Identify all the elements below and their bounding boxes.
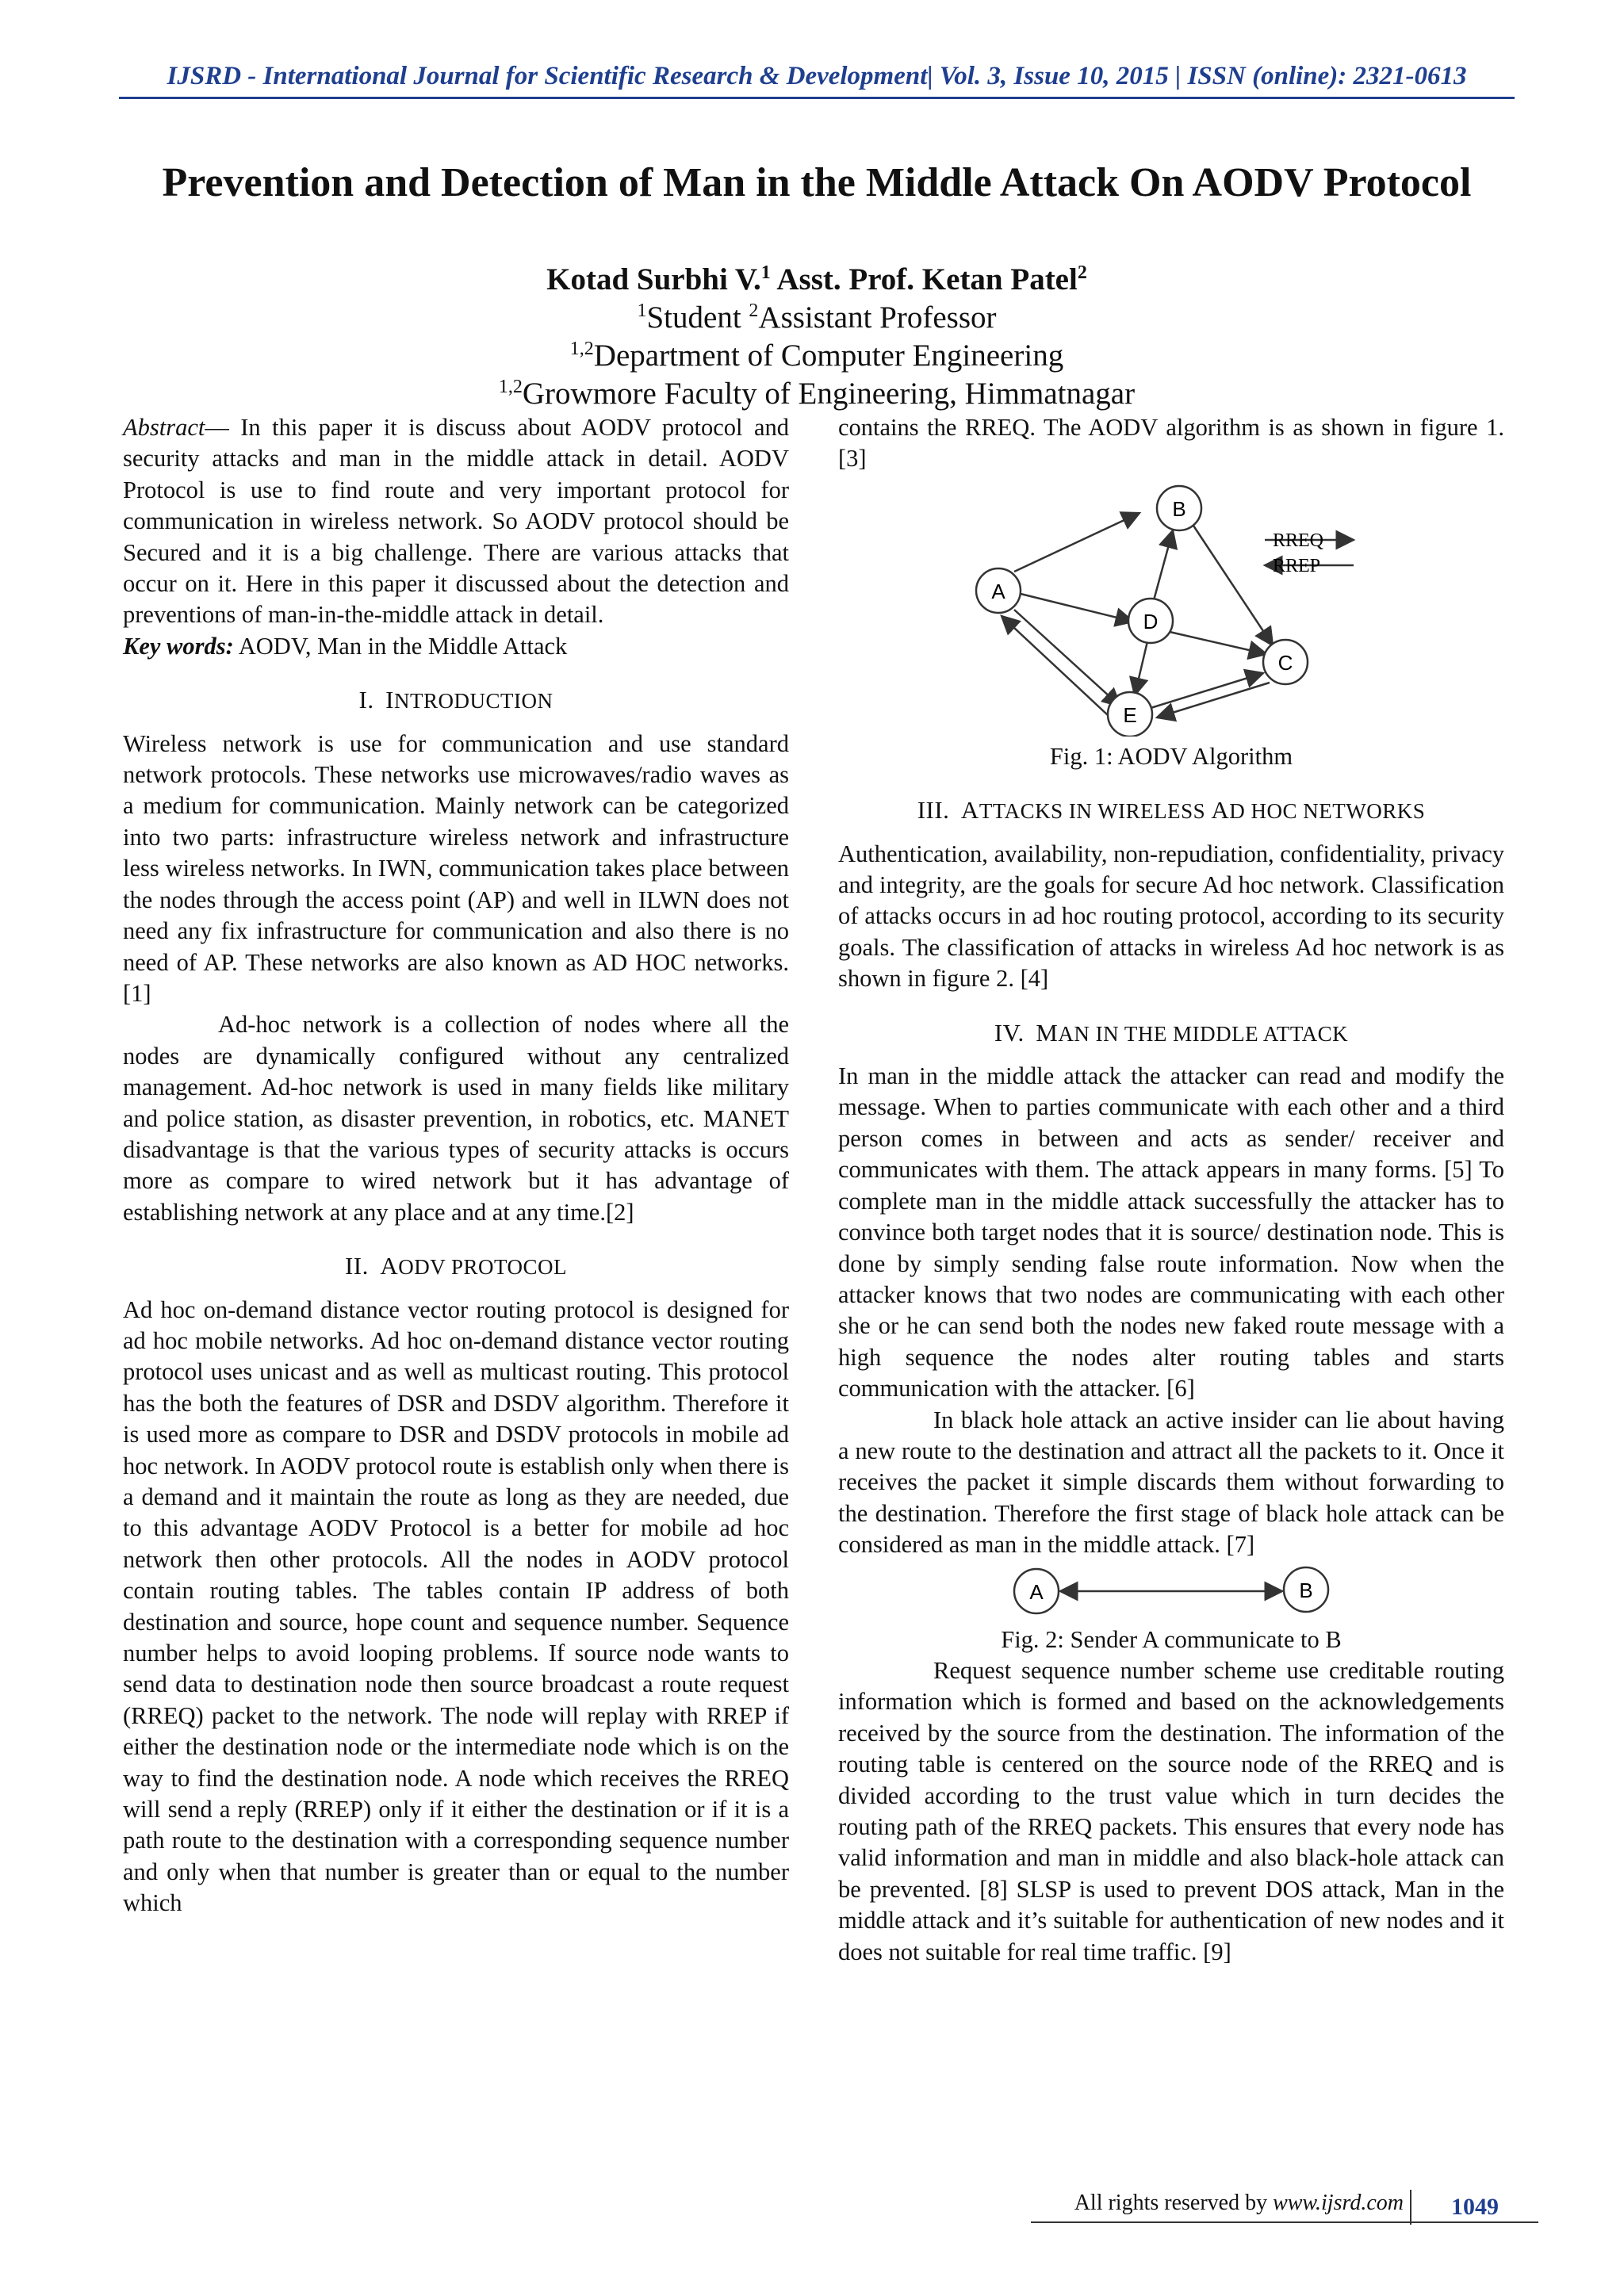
- footer-text: All rights reserved by: [1074, 2191, 1274, 2215]
- node-a-label: A: [991, 579, 1005, 603]
- abstract-text: — In this paper it is discuss about AODV protocol and security attacks and man in the middle attack in detail. AODV Protocol is use to find route and very important protocol for communication in wireless network. So AODV protocol should be Secured and it is a big challenge. There are various attacks that occur on it. Here in this paper it discussed about the detection and preventions of man-in-the-middle attack in detail.: [123, 414, 789, 629]
- author-2: Asst. Prof. Ketan Patel: [776, 262, 1078, 297]
- header-rule: [119, 97, 1515, 99]
- paragraph-intro-2: Ad-hoc network is a collection of nodes where all the nodes are dynamically configured without any centralized management. Ad-hoc network is used in many fields like military and police station, as disaster prevention, in robotics, etc. MANET disadvantage is that the various types of security attacks is occurs more as compare to wired network but it has advantage of establishing network at any place and at any time.[2]: [123, 1011, 789, 1226]
- section-initial: A: [1211, 796, 1230, 825]
- paragraph-aodv-cont: contains the RREQ. The AODV algorithm is as shown in figure 1. [3]: [838, 414, 1504, 473]
- aff-role-1: Student: [646, 300, 749, 335]
- affiliation-roles: [159, 300, 1475, 335]
- author-2-sup: 2: [1077, 262, 1087, 283]
- footer-site-link[interactable]: www.ijsrd.com: [1273, 2191, 1404, 2215]
- abstract-label: Abstract: [123, 414, 205, 441]
- paragraph-mitm-1: In man in the middle attack the attacker can read and modify the message. When to parties communicate with each other and a third person comes in between and acts as sender/ receiver and communicates with them. The attack appears in many forms. [5] To complete man in the middle attack successfully the attacker has to convince both target nodes that it is source/ destination node. This is done by simply sending false route information. Now when the attacker knows that two nodes are communicating with each other she or he can send both the nodes new faked route message with a high sequence the nodes alter routing tables and starts communication with the attacker. [6]: [838, 1062, 1504, 1402]
- section-heading-attacks: [838, 794, 1504, 827]
- paragraph-aodv-1: Ad hoc on-demand distance vector routing protocol is designed for ad hoc mobile networks. Ad hoc on-demand distance vector routing protocol uses unicast and as well as multicast routing. This protocol has the both the features of DSR and DSDV algorithm. Therefore it is used more as compare to DSR and DSDV protocols in mobile ad hoc network. In AODV protocol route is establish only when there is a demand and it maintain the route as long as they are needed, due to this advantage AODV Protocol is a better for mobile ad hoc network then other protocols. All the nodes in AODV protocol contain routing tables. The tables contain IP address of both destination and source, hope count and sequence number. Sequence number helps to avoid looping problems. If source node wants to send data to destination node then source broadcast a route request (RREQ) packet to the network. The node will replay with RREP if either the destination node or the intermediate node which is on the way to find the destination node. A node which receives the RREQ will send a reply (RREP) only if it either the destination or if it is a path route to the destination with a corresponding sequence number and only when that number is greater than or equal to the number which: [123, 1295, 789, 1917]
- section-initial: A: [960, 796, 979, 825]
- section-number: IV.: [994, 1018, 1025, 1047]
- edge-e-a: [1002, 616, 1108, 715]
- section-rest: ODV PROTOCOL: [398, 1255, 568, 1280]
- author-1-sup: 1: [760, 262, 771, 283]
- figure-1-aodv-diagram: [957, 475, 1385, 737]
- author-1: Kotad Surbhi V.: [546, 262, 761, 297]
- edge-b-c: [1193, 526, 1273, 645]
- figure-1-caption: Fig. 1: AODV Algorithm: [1049, 742, 1293, 770]
- section-number: I.: [358, 686, 374, 714]
- footer-copyright: [1031, 2191, 1404, 2216]
- aff-sup: 1: [637, 300, 647, 321]
- abstract: [123, 412, 789, 631]
- section-initial: I: [385, 686, 394, 714]
- aff-role-2: Assistant Professor: [758, 300, 997, 335]
- section-rest: TTACKS IN WIRELESS: [979, 799, 1212, 824]
- section-rest: D HOC NETWORKS: [1229, 799, 1426, 824]
- figure-2-caption: Fig. 2: Sender A communicate to B: [1001, 1625, 1342, 1653]
- keywords-text: AODV, Man in the Middle Attack: [233, 632, 568, 660]
- edge-a-b: [1014, 513, 1139, 572]
- section-heading-introduction: [123, 684, 789, 717]
- right-column: [838, 412, 1504, 1968]
- node-b-label: B: [1299, 1578, 1313, 1602]
- aff-sup: 2: [749, 300, 759, 321]
- edge-d-b: [1154, 530, 1173, 600]
- legend-rreq-label: RREQ: [1273, 530, 1324, 551]
- keywords-label: Key words:: [123, 632, 234, 660]
- edge-d-e: [1135, 641, 1147, 695]
- affiliation-institution: [159, 376, 1475, 411]
- paragraph-mitm-3: Request sequence number scheme use creditable routing information which is formed and based on the acknowledgements received by the source from the destination. The information of the routing table is centered on the source node of the RREQ and is divided according to the trust value which in turn decides the routing path of the RREQ packets. This ensures that every node has valid information and man in middle and also black-hole attack can be prevented. [8] SLSP is used to prevent DOS attack, Man in the middle attack and it’s suitable for authentication of new nodes and it does not suitable for real time traffic. [9]: [838, 1656, 1504, 1965]
- legend-rrep-label: RREP: [1273, 555, 1321, 576]
- section-initial: A: [380, 1252, 399, 1280]
- aff-sup: 1,2: [498, 377, 523, 397]
- keywords: [123, 631, 789, 662]
- aff-sup: 1,2: [569, 339, 594, 359]
- paragraph-mitm-2: In black hole attack an active insider can lie about having a new route to the destination and attract all the packets to it. Once it receives the packet it simple discards them without forwarding to the destination. Therefore the first stage of black hole attack can be considered as man in the middle attack. [7]: [838, 1406, 1504, 1559]
- node-d-label: D: [1143, 609, 1159, 633]
- edge-d-c: [1170, 632, 1266, 654]
- aff-institution: Growmore Faculty of Engineering, Himmatnagar: [522, 377, 1136, 411]
- page-number: 1049: [1410, 2190, 1538, 2225]
- affiliation-department: [159, 338, 1475, 373]
- node-b-label: B: [1172, 496, 1186, 521]
- section-rest: NTRODUCTION: [393, 689, 553, 714]
- paragraph-attacks-1: Authentication, availability, non-repudiation, confidentiality, privacy and integrity, are the goals for secure Ad hoc network. Classification of attacks occurs in ad hoc routing protocol, according to its security goals. The classification of attacks in wireless Ad hoc network is as shown in figure 2. [4]: [838, 840, 1504, 993]
- figure-2-sender-diagram: [1005, 1561, 1338, 1620]
- section-number: II.: [344, 1252, 369, 1280]
- section-number: III.: [917, 796, 950, 825]
- edge-a-d: [1021, 594, 1133, 622]
- node-a-label: A: [1029, 1579, 1044, 1604]
- left-column: [123, 412, 789, 1919]
- aff-department: Department of Computer Engineering: [593, 339, 1064, 373]
- paragraph-intro-1: Wireless network is use for communication and use standard network protocols. These networks use microwaves/radio waves as a medium for communication. Mainly network can be categorized into two parts: infrastructure wireless network and infrastructure less wireless networks. In IWN, communication takes place between the nodes through the access point (AP) and well in ILWN does not need any fix infrastructure for communication and also there is no need of AP. These networks are also known as AD HOC networks. [1]: [123, 729, 789, 1007]
- section-initial: M: [1036, 1018, 1059, 1047]
- node-c-label: C: [1277, 650, 1293, 675]
- section-heading-mitm: [838, 1017, 1504, 1050]
- edge-a-e: [1014, 610, 1120, 706]
- node-e-label: E: [1123, 702, 1137, 727]
- journal-header: IJSRD - International Journal for Scientific Research & Development| Vol. 3, Issue 10, 2015 | ISSN (online): 2321-0613: [167, 62, 1467, 90]
- authors: [159, 262, 1475, 297]
- section-rest: AN IN THE MIDDLE ATTACK: [1058, 1021, 1349, 1046]
- paper-title: Prevention and Detection of Man in the Middle Attack On AODV Protocol: [162, 160, 1472, 205]
- section-heading-aodv: [123, 1250, 789, 1283]
